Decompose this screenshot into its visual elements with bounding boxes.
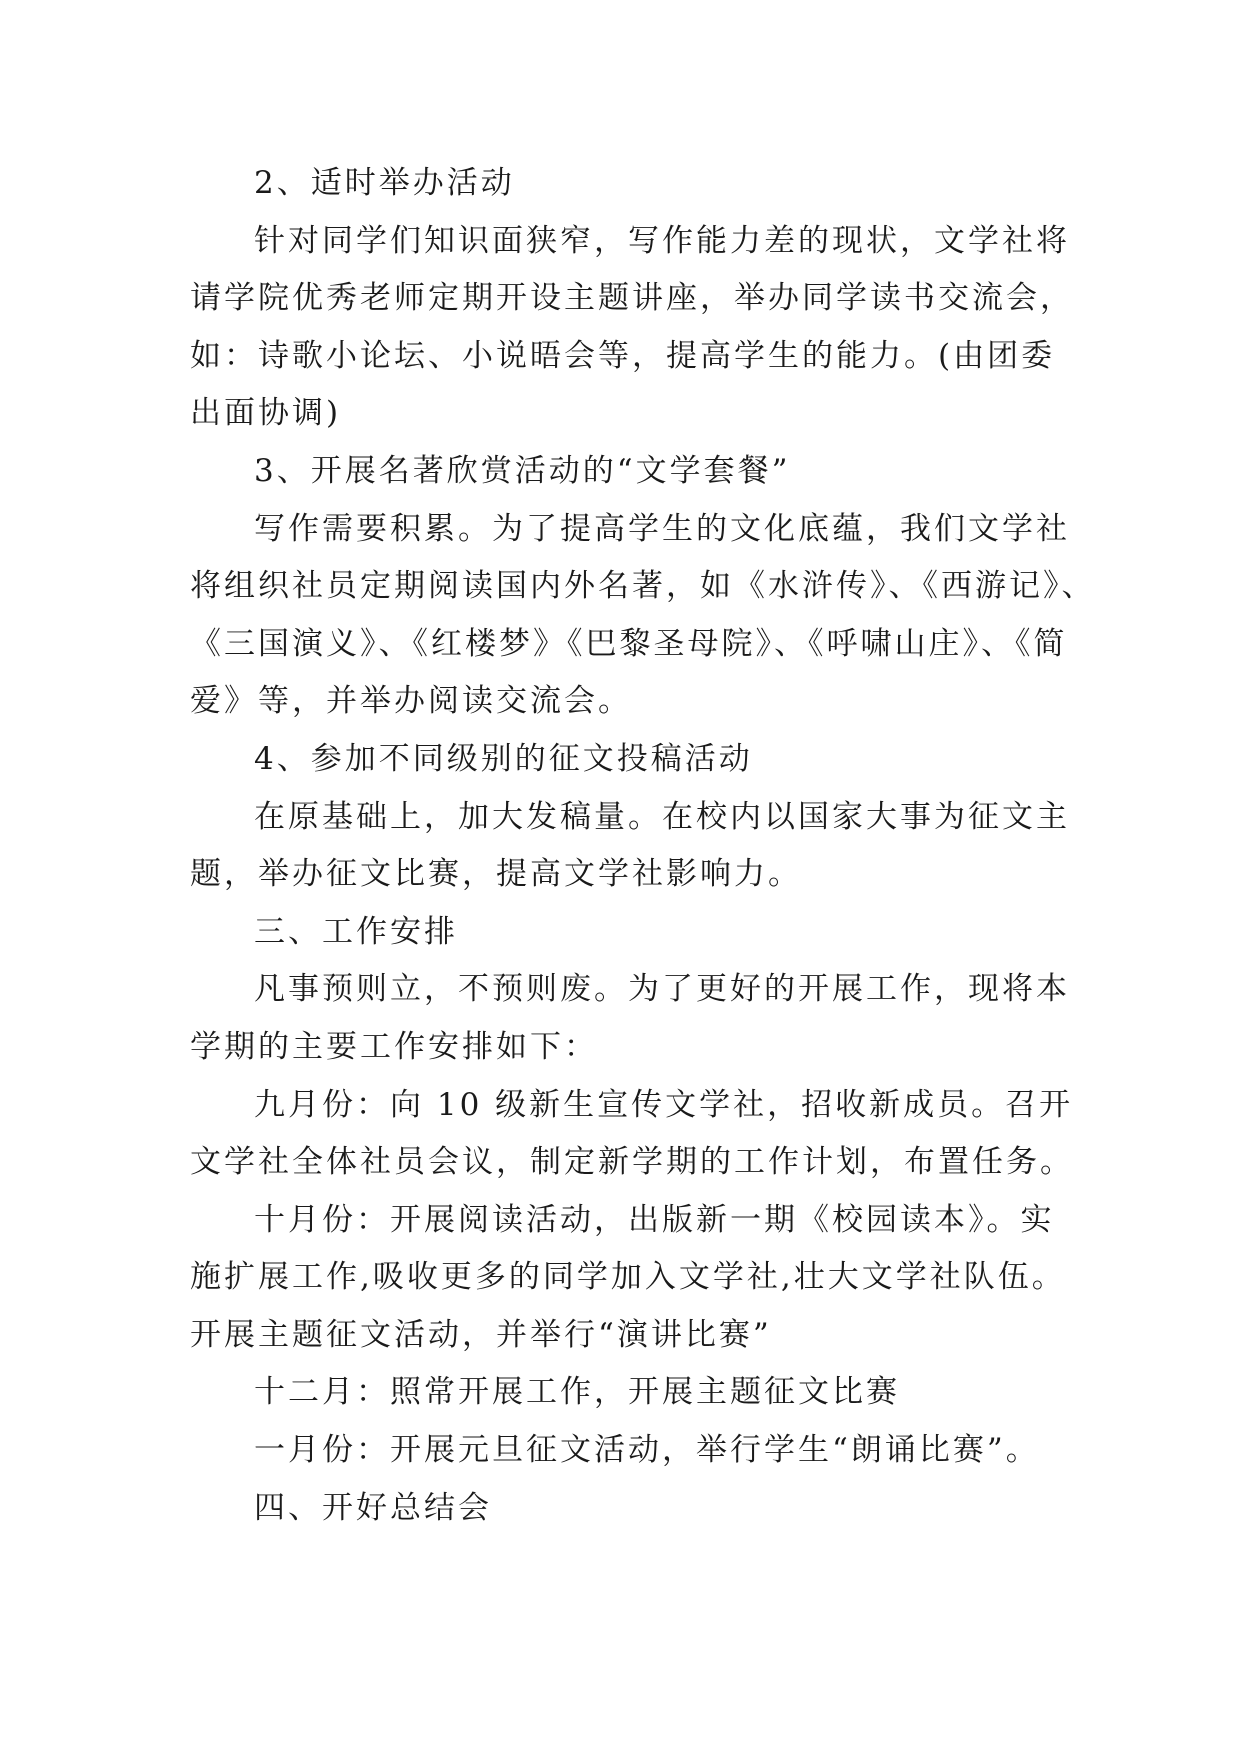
paragraph-line: 写作需要积累。为了提高学生的文化底蕴，我们文学社	[254, 510, 1070, 547]
paragraph-line: 将组织社员定期阅读国内外名著，如《水浒传》、《西游记》、	[190, 568, 1096, 605]
paragraph-line: 学期的主要工作安排如下：	[190, 1028, 598, 1065]
schedule-item-december: 十二月：照常开展工作，开展主题征文比赛	[254, 1374, 900, 1411]
paragraph-line: 爱》等，并举办阅读交流会。	[190, 683, 632, 720]
paragraph-line: 针对同学们知识面狭窄，写作能力差的现状，文学社将	[254, 222, 1070, 259]
section-heading-classics: 3、开展名著欣赏活动的“文学套餐”	[254, 452, 791, 489]
paragraph-line: 题，举办征文比赛，提高文学社影响力。	[190, 856, 802, 893]
paragraph-line: 在原基础上，加大发稿量。在校内以国家大事为征文主	[254, 798, 1070, 835]
schedule-item-january: 一月份：开展元旦征文活动，举行学生“朗诵比赛”。	[254, 1432, 1040, 1469]
paragraph-line: 文学社全体社员会议，制定新学期的工作计划，布置任务。	[190, 1144, 1074, 1181]
paragraph-line: 凡事预则立，不预则废。为了更好的开展工作，现将本	[254, 971, 1070, 1008]
schedule-item-october: 十月份：开展阅读活动，出版新一期《校园读本》。实	[254, 1201, 1055, 1238]
paragraph-line: 如：诗歌小论坛、小说晤会等，提高学生的能力。(由团委	[190, 337, 1056, 374]
schedule-item-september: 九月份：向 10 级新生宣传文学社，招收新成员。召开	[254, 1086, 1074, 1123]
paragraph-line: 请学院优秀老师定期开设主题讲座，举办同学读书交流会，	[190, 280, 1074, 317]
document-body	[190, 155, 1096, 1537]
paragraph-line: 施扩展工作,吸收更多的同学加入文学社,壮大文学社队伍。	[190, 1259, 1066, 1296]
paragraph-line: 开展主题征文活动，并举行“演讲比赛”	[190, 1316, 772, 1353]
section-heading-work-schedule: 三、工作安排	[254, 913, 458, 950]
section-heading-summary-meeting: 四、开好总结会	[254, 1489, 492, 1526]
paragraph-line: 出面协调)	[190, 395, 342, 432]
paragraph-line: 《三国演义》、《红楼梦》《巴黎圣母院》、《呼啸山庄》、《简	[190, 625, 1068, 662]
section-heading-activities: 2、适时举办活动	[254, 165, 515, 201]
section-heading-essay-contests: 4、参加不同级别的征文投稿活动	[254, 740, 753, 777]
